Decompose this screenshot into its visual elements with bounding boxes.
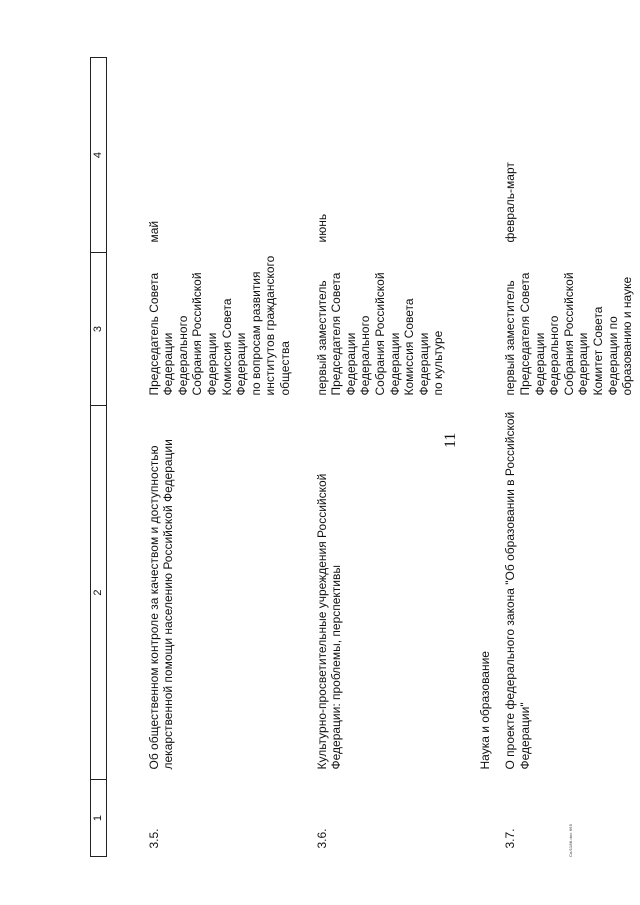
page-number: 11 [442,432,459,448]
row-number: 3.7. [503,828,518,849]
responsible-line: Комиссия Совета Федерации [219,298,249,396]
column-header-4: 4 [91,58,107,253]
table-row [492,58,634,857]
responsible-line: Федерации [576,332,591,396]
responsible-line: Председателя Совета [329,272,344,396]
responsible-line: Собрания Российской [372,272,387,396]
responsible-line: первый заместитель [314,280,329,396]
responsible-line: образованию и науке [620,276,635,396]
responsible-line: по вопросам развития [248,271,263,396]
row-term: май [146,220,161,243]
responsible-line: Федерации Федерального [161,315,190,396]
responsible-line: Собрания Российской [561,272,576,396]
row-topic: Об общественном контроле за качеством и доступностью лекарственной помощи населению Российской Федерации [146,439,176,770]
row-topic: О проекте федерального закона "Об образовании в Российской Федерации" [503,411,533,770]
plan-table [90,57,635,857]
section-row [446,58,493,857]
responsible-line: Федерации Федерального [343,315,373,396]
column-header-3: 3 [91,253,107,406]
footer-code: Сп/1188.doc 665 [568,823,573,857]
table-row [293,58,446,857]
row-term: февраль-март [503,162,518,243]
responsible-line: по культуре [431,330,446,396]
responsible-line: Председателя Совета [518,272,533,396]
responsible-line: Федерации Федерального [532,315,562,396]
responsible-line: Комитет Совета Федерации по [591,306,620,396]
responsible-line: первый заместитель [503,280,518,396]
rotated-document-page [90,7,635,857]
column-header-1: 1 [91,780,107,857]
row-number: 3.5. [146,828,161,849]
row-topic: Культурно-просветительные учреждения Российской Федерации: проблемы, перспективы [314,473,344,770]
row-responsible [293,253,446,406]
responsible-line: институтов гражданского [263,255,278,396]
responsible-line: Федерации [387,332,402,396]
responsible-line: общества [277,341,292,396]
section-heading: Наука и образование [477,651,492,770]
responsible-line: Председатель Совета [146,272,161,396]
row-term: июнь [314,213,329,243]
table-row [106,58,292,857]
table-header-row [91,58,107,857]
column-header-2: 2 [91,406,107,780]
responsible-line: Комиссия Совета Федерации [402,298,431,396]
responsible-line: Федерации [204,332,219,396]
responsible-line: Собрания Российской [190,272,205,396]
row-responsible [492,253,634,406]
row-number: 3.6. [314,828,329,849]
row-responsible [106,253,292,406]
